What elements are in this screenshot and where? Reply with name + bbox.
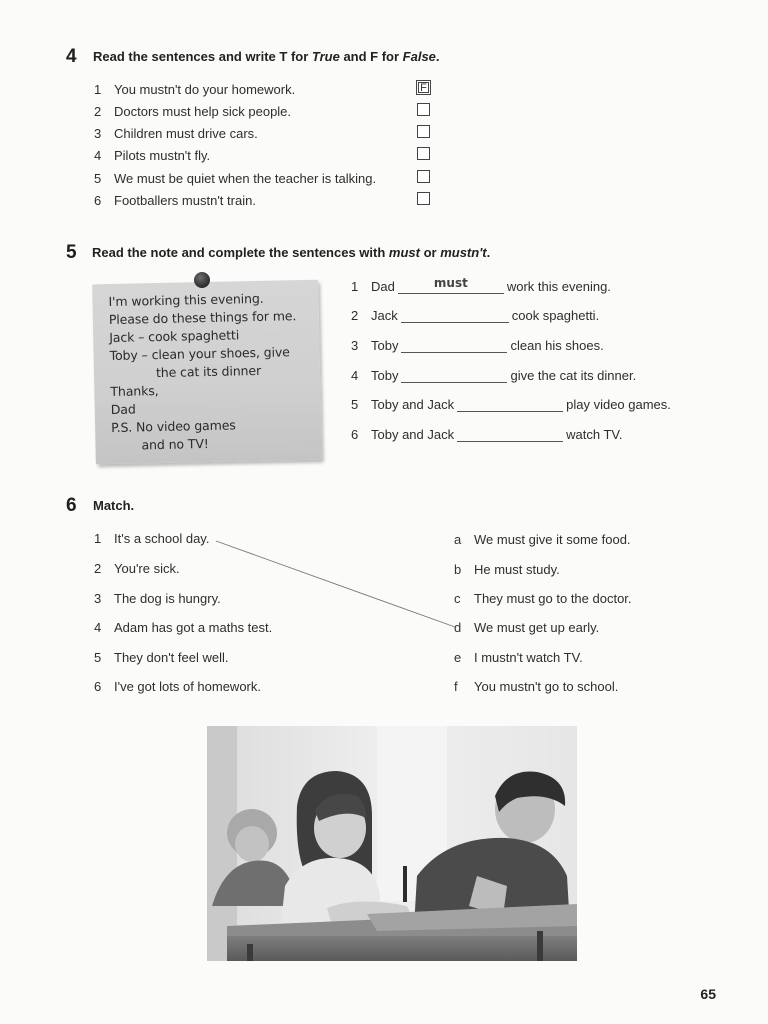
match-left-6: 6 I've got lots of homework. — [94, 679, 261, 694]
answer-box-1[interactable]: F — [418, 82, 429, 93]
match-left-3: 3 The dog is hungry. — [94, 591, 221, 606]
exercise-4-title: Read the sentences and write T for True and F for False. — [93, 49, 440, 64]
match-right-f: f You mustn't go to school. — [454, 679, 619, 694]
answer-blank-1[interactable]: must — [398, 279, 504, 294]
ex5-sentence-2: 2 Jack cook spaghetti. — [351, 308, 600, 323]
classroom-photo — [207, 726, 577, 961]
note-line-6: Thanks, — [110, 383, 159, 400]
ex5-sentence-4: 4 Toby give the cat its dinner. — [351, 368, 637, 383]
ex4-item-5: 5 We must be quiet when the teacher is talking. — [94, 171, 377, 186]
exercise-5-title: Read the note and complete the sentences with must or mustn't. — [92, 245, 491, 260]
exercise-5-number: 5 — [66, 242, 77, 263]
note-line-8: P.S. No video games — [110, 417, 236, 436]
note-line-9: and no TV! — [141, 435, 209, 453]
ex5-sentence-3: 3 Toby clean his shoes. — [351, 338, 604, 353]
ex5-sentence-6: 6 Toby and Jack watch TV. — [351, 427, 623, 442]
ex5-sentence-1: 1 Dad must work this evening. — [351, 276, 611, 294]
note-line-4: Toby – clean your shoes, give — [109, 344, 290, 364]
note-line-5: the cat its dinner — [155, 362, 262, 381]
exercise-6-title: Match. — [93, 498, 135, 513]
match-right-c: c They must go to the doctor. — [454, 591, 632, 606]
ex4-item-2: 2 Doctors must help sick people. — [94, 104, 292, 119]
ex4-item-4: 4 Pilots mustn't fly. — [94, 148, 211, 163]
match-left-1: 1 It's a school day. — [94, 531, 210, 546]
match-right-b: b He must study. — [454, 562, 560, 577]
note-line-1: I'm working this evening. — [108, 290, 264, 310]
note-line-2: Please do these things for me. — [108, 308, 297, 328]
ex4-item-6: 6 Footballers mustn't train. — [94, 193, 256, 208]
match-left-4: 4 Adam has got a maths test. — [94, 620, 273, 635]
match-right-e: e I mustn't watch TV. — [454, 650, 583, 665]
match-right-d: d We must get up early. — [454, 620, 600, 635]
note-line-7: Dad — [110, 401, 136, 418]
ex4-item-1: 1 You mustn't do your homework. — [94, 82, 296, 97]
page-number: 65 — [700, 986, 716, 1002]
match-left-5: 5 They don't feel well. — [94, 650, 229, 665]
exercise-6-number: 6 — [66, 495, 77, 516]
match-right-a: a We must give it some food. — [454, 532, 631, 547]
match-left-2: 2 You're sick. — [94, 561, 180, 576]
ex5-sentence-5: 5 Toby and Jack play video games. — [351, 397, 671, 412]
note-line-3: Jack – cook spaghetti — [109, 327, 240, 346]
ex4-item-3: 3 Children must drive cars. — [94, 126, 258, 141]
exercise-4-number: 4 — [66, 46, 77, 67]
